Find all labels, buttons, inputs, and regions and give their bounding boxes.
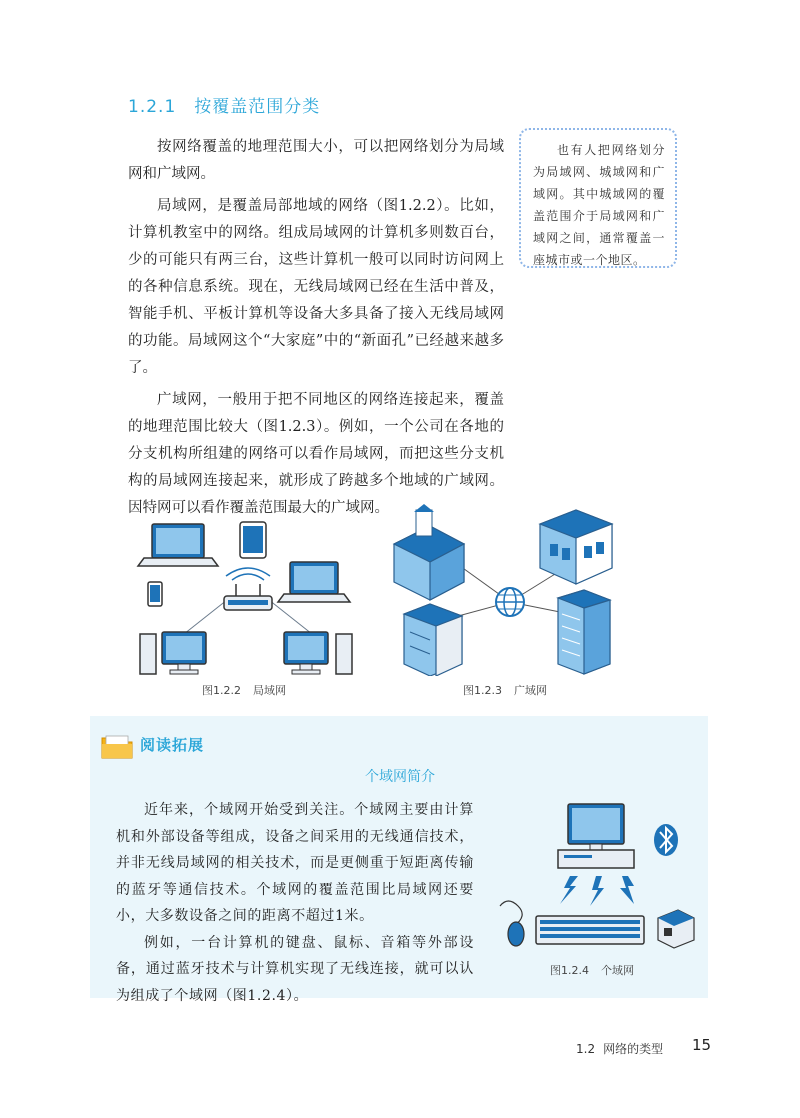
building-icon — [404, 604, 462, 676]
caption-number: 图1.2.3 — [463, 684, 502, 697]
desktop-computer-icon — [140, 632, 206, 674]
sidenote-box — [519, 128, 677, 268]
extension-paragraph: 例如，一台计算机的键盘、鼠标、音箱等外部设备，通过蓝牙技术与计算机实现了无线连接，就可以认为组成了个域网（图1.2.4）。 — [116, 934, 474, 1004]
paragraph-lan: 局域网，是覆盖局部地域的网络（图1.2.2）。比如，计算机教室中的网络。组成局域网的计算机多则数百台，少的可能只有两三台，这些计算机一般可以同时访问网上的各种信息系统。现在，无线局域网已经在生活中普及，智能手机、平板计算机等设备大多具备了接入无线局域网的功能。局域网这个“大家庭”中的“新面孔”已经越来越多了。 — [128, 198, 504, 376]
page-number: 15 — [692, 1036, 712, 1054]
paragraph-intro: 按网络覆盖的地理范围大小，可以把网络划分为局域网和广域网。 — [128, 139, 504, 182]
router-icon — [224, 568, 272, 610]
main-body-text — [128, 134, 504, 527]
mouse-icon — [500, 901, 524, 946]
bluetooth-icon — [654, 824, 678, 856]
pan-figure-caption — [550, 962, 634, 978]
extension-title: 个域网简介 — [365, 769, 435, 785]
footer-chapter-title: 网络的类型 — [603, 1042, 664, 1056]
desktop-computer-icon — [284, 632, 352, 674]
lan-figure-caption — [202, 682, 286, 698]
keyboard-icon — [536, 916, 644, 944]
extension-body-text — [116, 797, 474, 1009]
globe-icon — [496, 588, 524, 616]
phone-icon — [148, 582, 162, 606]
footer-section-number: 1.2 — [576, 1042, 596, 1056]
lan-figure — [132, 516, 364, 676]
caption-label: 局域网 — [253, 684, 286, 697]
sidenote-text: 也有人把网络划分为局域网、城域网和广域网。其中城域网的覆盖范围介于局域网和广域网之间，通常覆盖一座城市或一个地区。 — [533, 143, 665, 267]
monitor-icon — [558, 804, 634, 868]
building-icon — [394, 504, 464, 600]
paragraph-wan: 广域网，一般用于把不同地区的网络连接起来，覆盖的地理范围比较大（图1.2.3）。例如，一个公司在各地的分支机构所组建的网络可以看作局域网，而把这些分支机构的局域网连接起来，就形成了跨越多个地域的广域网。因特网可以看作覆盖范围最大的广域网。 — [128, 392, 504, 516]
caption-label: 广域网 — [514, 684, 547, 697]
page-footer — [576, 1040, 663, 1057]
speaker-icon — [658, 910, 694, 948]
section-title: 按覆盖范围分类 — [194, 97, 321, 117]
building-icon — [558, 590, 610, 674]
building-icon — [540, 510, 612, 584]
tablet-icon — [240, 522, 266, 558]
caption-number: 图1.2.2 — [202, 684, 241, 697]
folder-icon — [100, 734, 134, 760]
caption-number: 图1.2.4 — [550, 964, 589, 977]
wireless-signal-icon — [560, 876, 634, 906]
laptop-icon — [278, 562, 350, 602]
wan-figure-caption — [463, 682, 547, 698]
extension-paragraph: 近年来，个域网开始受到关注。个域网主要由计算机和外部设备等组成，设备之间采用的无线通信技术，并非无线局域网的相关技术，而是更侧重于短距离传输的蓝牙等通信技术。个域网的覆盖范围比局域网还要小，大多数设备之间的距离不超过1米。 — [116, 802, 474, 924]
wan-figure — [390, 504, 630, 676]
section-number: 1.2.1 — [128, 97, 177, 117]
caption-label: 个域网 — [601, 964, 634, 977]
extension-heading: 阅读拓展 — [140, 736, 205, 754]
section-heading — [128, 92, 320, 117]
pan-figure — [494, 800, 700, 958]
laptop-icon — [138, 524, 218, 566]
